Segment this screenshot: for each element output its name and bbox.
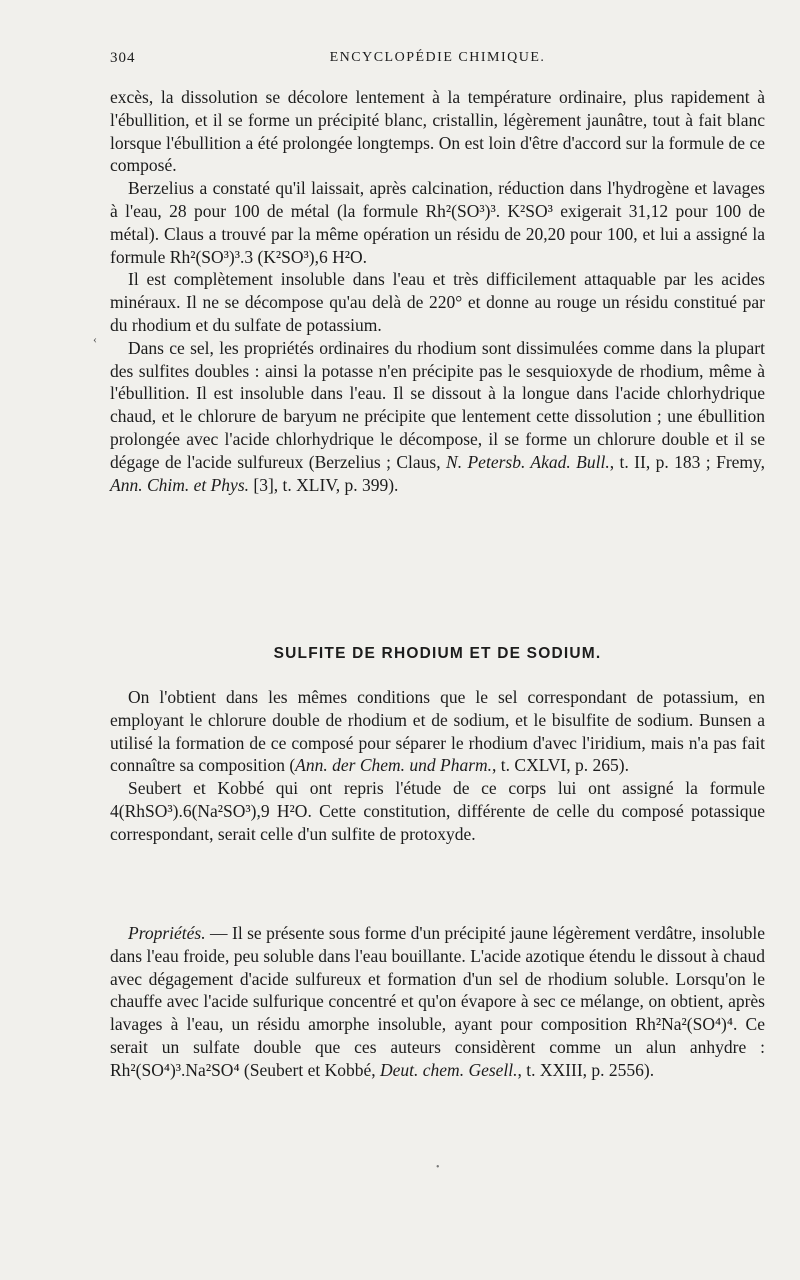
journal-ref-ann-chem: Ann. der Chem. und Pharm. [295, 755, 493, 776]
section-sodium [110, 686, 765, 846]
ref-petersb-rest: , t. II, p. 183 ; Fremy, [609, 451, 766, 472]
properties-label: Propriétés. [128, 923, 206, 943]
section-properties [110, 922, 765, 1082]
paragraph-2: Berzelius a constaté qu'il laissait, après calcination, réduction dans l'hydrogène et lavages à l'eau, 28 pour 100 de métal (la formule Rh²(SO³)³. K²SO³ exigerait 31,12 pour 100 de métal). Claus a trouvé par la même opération un résidu de 20,20 pour 100, et lui a assigné la formule Rh²(SO³)³.3 (K²SO³),6 H²O. [110, 178, 765, 267]
running-header [110, 50, 765, 76]
margin-mark: ‹ [93, 332, 97, 346]
sodium-p1-rest: , t. CXLVI, p. 265). [492, 755, 629, 776]
page-number: 304 [110, 50, 136, 66]
sodium-p1-text: On l'obtient dans les mêmes conditions que le sel correspondant de potassium, en employant le chlorure double de rhodium et de sodium, et le bisulfite de sodium. Bunsen a utilisé la formation de ce composé pour séparer le rhodium d'avec l'iridium, mais n'a pas fait connaître sa composition ( [110, 687, 765, 776]
sodium-paragraph-2: Seubert et Kobbé qui ont repris l'étude de ce corps lui ont assigné la formule 4(RhSO³).6(Na²SO³),9 H²O. Cette constitution, différente de celle du composé potassique correspondant, serait celle d'un sulfite de protoxyde. [110, 778, 765, 844]
paragraph-3: Il est complètement insoluble dans l'eau et très difficilement attaquable par les acides minéraux. Il ne se décompose qu'au delà de 220° et donne au rouge un résidu constitué par du rhodium et du sulfate de potassium. [110, 269, 765, 335]
paragraph-1: excès, la dissolution se décolore lentement à la température ordinaire, plus rapidement à l'ébullition, et il se forme un précipité blanc, cristallin, légèrement jaunâtre, tout à fait blanc lorsque l'ébullition a été prolongée longtemps. On est loin d'être d'accord sur la formule de ce composé. [110, 87, 765, 176]
section-potassium-continuation [110, 86, 765, 496]
journal-ref-deut-chem: Deut. chem. Gesell. [380, 1059, 518, 1080]
ref-ann-chim-rest: [3], t. XLIV, p. 399). [249, 474, 399, 495]
stray-dot: • [436, 1162, 440, 1173]
sodium-paragraph-1 [110, 686, 765, 777]
paragraph-4-text: Dans ce sel, les propriétés ordinaires du rhodium sont dissimulées comme dans la plupart des sulfites doubles : ainsi la potasse n'en précipite pas le sesquioxyde de rhodium, même à l'ébullition. Il est insoluble dans l'eau. Il se dissout à la longue dans l'acide chlorhydrique chaud, et le chlorure de baryum ne précipite que lentement cette dissolution ; une ébullition prolongée avec l'acide chlorhydrique le décompose, il se forme un chlorure double et il se dégage de l'acide sulfureux (Berzelius ; Claus, [110, 337, 765, 472]
paragraph-4 [110, 337, 765, 497]
running-title: ENCYCLOPÉDIE CHIMIQUE. [329, 50, 546, 65]
journal-ref-petersb: N. Petersb. Akad. Bull. [446, 451, 610, 472]
section-heading: SULFITE DE RHODIUM ET DE SODIUM. [273, 645, 602, 662]
properties-paragraph [110, 922, 765, 1082]
journal-ref-ann-chim: Ann. Chim. et Phys. [110, 474, 250, 495]
properties-rest: , t. XXIII, p. 2556). [517, 1059, 655, 1080]
properties-text: — Il se présente sous forme d'un précipité jaune légèrement verdâtre, insoluble dans l'eau froide, peu soluble dans l'eau bouillante. L'acide azotique étendu le dissout à chaud avec dégagement d'acide sulfureux et formation d'un sel de rhodium soluble. Lorsqu'on le chauffe avec l'acide sulfurique concentré et qu'on évapore à sec ce mélange, on obtient, après lavages à l'eau, un résidu amorphe insoluble, ayant pour composition Rh²Na²(SO⁴)⁴. Ce serait un sulfate double que ces auteurs considèrent comme un alun anhydre : Rh²(SO⁴)³.Na²SO⁴ (Seubert et Kobbé, [110, 923, 765, 1080]
